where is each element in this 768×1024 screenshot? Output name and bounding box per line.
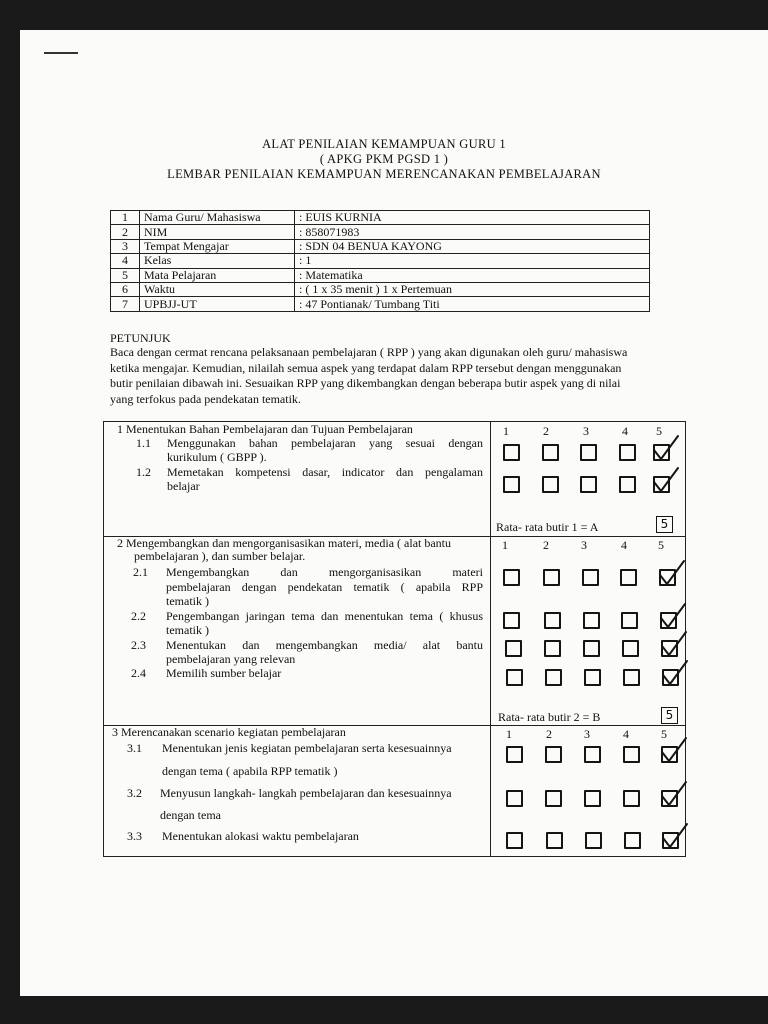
- row-label: UPBJJ-UT: [140, 297, 295, 311]
- rating-checkbox[interactable]: [542, 476, 559, 493]
- instructions-line: Baca dengan cermat rencana pelaksanaan pembelajaran ( RPP ) yang akan digunakan oleh guru/ mahasiswa: [110, 345, 628, 359]
- rating-checkbox[interactable]: [506, 669, 523, 686]
- table-row: [111, 239, 650, 253]
- row-label: NIM: [140, 225, 295, 239]
- check-mark-icon: [660, 822, 690, 850]
- item-text: tematik ): [166, 594, 209, 608]
- rating-checkbox[interactable]: [584, 669, 601, 686]
- item-number: 1.1: [136, 436, 151, 450]
- doc-heading: LEMBAR PENILAIAN KEMAMPUAN MERENCANAKAN PEMBELAJARAN: [167, 167, 601, 181]
- table-row: [111, 225, 650, 239]
- row-value: : 858071983: [295, 225, 650, 239]
- check-mark-icon: [659, 630, 689, 658]
- average-score: 5: [661, 707, 678, 724]
- section-1-title: 1 Menentukan Bahan Pembelajaran dan Tujuan Pembelajaran: [117, 422, 413, 436]
- rating-checkbox[interactable]: [619, 476, 636, 493]
- item-text: belajar: [167, 479, 200, 493]
- item-text: pembelajaran yang relevan: [166, 652, 296, 666]
- item-text: kurikulum ( GBPP ).: [167, 450, 267, 464]
- row-value: : ( 1 x 35 menit ) 1 x Pertemuan: [295, 282, 650, 296]
- item-text: Memetakan kompetensi dasar, indicator dan pengalaman: [167, 465, 483, 479]
- item-text: dengan tema: [160, 808, 221, 822]
- check-mark-icon: [651, 466, 681, 494]
- item-text: Menyusun langkah- langkah pembelajaran dan kesesuainnya: [160, 786, 452, 800]
- rating-checkbox[interactable]: [624, 832, 641, 849]
- rating-checkbox[interactable]: [582, 569, 599, 586]
- item-number: 2.1: [133, 565, 148, 579]
- rating-checkbox[interactable]: [506, 790, 523, 807]
- rating-checkbox[interactable]: [623, 746, 640, 763]
- instructions-line: ketika mengajar. Kemudian, nilailah semua aspek yang terdapat dalam RPP tersebut dengan menggunakan: [110, 360, 622, 375]
- item-text: Pengembangan jaringan tema dan menentukan tema ( khusus: [166, 609, 483, 623]
- item-number: 3.2: [127, 786, 142, 800]
- row-number: 2: [111, 225, 140, 239]
- check-mark-icon: [660, 659, 690, 687]
- item-text: Menentukan jenis kegiatan pembelajaran serta kesesuainnya: [162, 741, 452, 755]
- rating-checkbox[interactable]: [544, 640, 561, 657]
- item-number: 2.4: [131, 666, 146, 680]
- row-number: 1: [111, 211, 140, 225]
- scale-number: 5: [658, 538, 664, 552]
- instructions-heading: PETUNJUK: [110, 331, 171, 345]
- scale-number: 2: [543, 424, 549, 438]
- row-label: Tempat Mengajar: [140, 239, 295, 253]
- row-value: : Matematika: [295, 268, 650, 282]
- table-row: [111, 211, 650, 225]
- row-number: 6: [111, 282, 140, 296]
- average-label: Rata- rata butir 2 = B: [498, 710, 601, 724]
- identity-table: [110, 210, 650, 312]
- rating-checkbox[interactable]: [622, 640, 639, 657]
- table-row: [111, 282, 650, 296]
- table-row: [111, 297, 650, 311]
- scale-number: 5: [656, 424, 662, 438]
- row-number: 7: [111, 297, 140, 311]
- doc-title: ALAT PENILAIAN KEMAMPUAN GURU 1: [262, 137, 506, 151]
- item-text: Menentukan dan mengembangkan media/ alat bantu: [166, 638, 483, 652]
- scale-number: 5: [661, 727, 667, 741]
- check-mark-icon: [659, 736, 689, 764]
- rating-checkbox[interactable]: [544, 612, 561, 629]
- item-number: 2.2: [131, 609, 146, 623]
- rating-checkbox[interactable]: [584, 746, 601, 763]
- item-number: 2.3: [131, 638, 146, 652]
- row-number: 5: [111, 268, 140, 282]
- scale-number: 4: [621, 538, 627, 552]
- rating-checkbox[interactable]: [543, 569, 560, 586]
- scale-number: 1: [502, 538, 508, 552]
- row-number: 4: [111, 254, 140, 268]
- row-label: Nama Guru/ Mahasiswa: [140, 211, 295, 225]
- rating-checkbox[interactable]: [546, 832, 563, 849]
- rating-checkbox[interactable]: [583, 640, 600, 657]
- check-mark-icon: [657, 559, 687, 587]
- rating-checkbox[interactable]: [585, 832, 602, 849]
- scale-number: 4: [623, 727, 629, 741]
- average-score: 5: [656, 516, 673, 533]
- item-text: Mengembangkan dan mengorganisasikan materi: [166, 565, 483, 579]
- scale-number: 3: [584, 727, 590, 741]
- rating-checkbox[interactable]: [623, 669, 640, 686]
- rating-checkbox[interactable]: [584, 790, 601, 807]
- scale-number: 3: [581, 538, 587, 552]
- check-mark-icon: [659, 780, 689, 808]
- rating-checkbox[interactable]: [545, 790, 562, 807]
- instructions-text: [110, 345, 670, 407]
- row-value: : 1: [295, 254, 650, 268]
- rating-checkbox[interactable]: [505, 640, 522, 657]
- scale-number: 2: [543, 538, 549, 552]
- section-2-title: pembelajaran ), dan sumber belajar.: [134, 549, 306, 563]
- row-label: Mata Pelajaran: [140, 268, 295, 282]
- item-text: pembelajaran dengan pendekatan tematik ( apabila RPP: [166, 580, 483, 594]
- column-divider: [490, 421, 491, 857]
- instructions-line: yang terfokus pada pendekatan tematik.: [110, 391, 301, 406]
- section-2-title: 2 Mengembangkan dan mengorganisasikan materi, media ( alat bantu: [117, 536, 452, 550]
- rating-checkbox[interactable]: [542, 444, 559, 461]
- rating-checkbox[interactable]: [621, 612, 638, 629]
- row-value: : SDN 04 BENUA KAYONG: [295, 239, 650, 253]
- check-mark-icon: [651, 434, 681, 462]
- rating-checkbox[interactable]: [619, 444, 636, 461]
- average-label: Rata- rata butir 1 = A: [496, 520, 599, 534]
- page-mark: [44, 52, 78, 54]
- rating-checkbox[interactable]: [545, 669, 562, 686]
- scale-number: 2: [546, 727, 552, 741]
- rating-checkbox[interactable]: [580, 476, 597, 493]
- rating-checkbox[interactable]: [503, 569, 520, 586]
- rating-checkbox[interactable]: [545, 746, 562, 763]
- item-text: Menentukan alokasi waktu pembelajaran: [162, 829, 359, 843]
- row-label: Waktu: [140, 282, 295, 296]
- table-row: [111, 254, 650, 268]
- row-label: Kelas: [140, 254, 295, 268]
- item-number: 1.2: [136, 465, 151, 479]
- check-mark-icon: [658, 602, 688, 630]
- rating-checkbox[interactable]: [583, 612, 600, 629]
- scale-number: 1: [503, 424, 509, 438]
- item-text: Menggunakan bahan pembelajaran yang sesuai dengan: [167, 436, 483, 450]
- table-row: [111, 268, 650, 282]
- item-text: Memilih sumber belajar: [166, 666, 282, 680]
- item-number: 3.1: [127, 741, 142, 755]
- row-number: 3: [111, 239, 140, 253]
- scale-number: 3: [583, 424, 589, 438]
- rating-checkbox[interactable]: [506, 746, 523, 763]
- rating-checkbox[interactable]: [506, 832, 523, 849]
- row-value: : EUIS KURNIA: [295, 211, 650, 225]
- item-text: dengan tema ( apabila RPP tematik ): [162, 764, 338, 778]
- rating-checkbox[interactable]: [503, 444, 520, 461]
- doc-subtitle: ( APKG PKM PGSD 1 ): [319, 152, 449, 166]
- rating-checkbox[interactable]: [503, 612, 520, 629]
- rating-checkbox[interactable]: [620, 569, 637, 586]
- instructions-line: butir penilaian dibawah ini. Sesuaikan RPP yang dikembangkan dengan beberapa butir aspek yang di nilai: [110, 376, 621, 390]
- scale-number: 1: [506, 727, 512, 741]
- rating-checkbox[interactable]: [503, 476, 520, 493]
- row-value: : 47 Pontianak/ Tumbang Titi: [295, 297, 650, 311]
- scale-number: 4: [622, 424, 628, 438]
- section-3-title: 3 Merencanakan scenario kegiatan pembelajaran: [112, 725, 346, 739]
- item-number: 3.3: [127, 829, 142, 843]
- rating-checkbox[interactable]: [623, 790, 640, 807]
- item-text: tematik ): [166, 623, 209, 637]
- rating-checkbox[interactable]: [580, 444, 597, 461]
